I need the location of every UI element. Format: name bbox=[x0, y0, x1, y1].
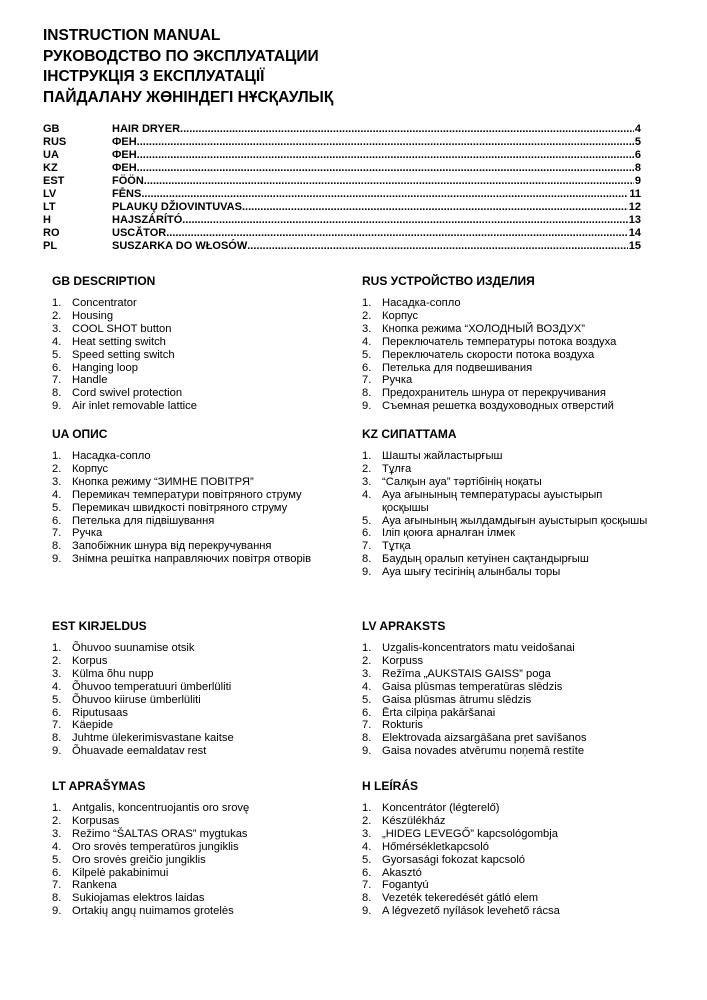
toc-row bbox=[43, 214, 641, 227]
section-lt-description bbox=[52, 779, 342, 918]
item-number: 5. bbox=[52, 693, 62, 706]
item-text: Rokturis bbox=[382, 719, 424, 732]
list-item bbox=[52, 323, 342, 336]
item-text: Külma õhu nupp bbox=[72, 667, 154, 680]
item-text: Gyorsasági fokozat kapcsoló bbox=[382, 853, 526, 866]
item-number: 4. bbox=[362, 840, 372, 853]
item-text: Készülékház bbox=[382, 814, 446, 827]
item-text: Fogantyú bbox=[382, 879, 429, 892]
list-item bbox=[52, 297, 342, 310]
section-title: GB DESCRIPTION bbox=[52, 274, 156, 288]
list-item bbox=[52, 879, 342, 892]
item-number: 5. bbox=[52, 853, 62, 866]
list-item bbox=[52, 515, 342, 528]
item-number: 7. bbox=[362, 879, 372, 892]
item-number: 1. bbox=[52, 642, 62, 654]
item-number: 5. bbox=[362, 853, 372, 866]
section-lv-description bbox=[362, 619, 652, 758]
title-ua: ІНСТРУКЦІЯ З ЕКСПЛУАТАЦІЇ bbox=[43, 68, 265, 85]
item-number: 7. bbox=[52, 374, 62, 387]
toc-code: PL bbox=[43, 240, 58, 252]
item-number: 4. bbox=[362, 335, 372, 348]
parts-list bbox=[362, 802, 652, 918]
item-number: 5. bbox=[52, 348, 62, 361]
item-text: Ручка bbox=[382, 374, 413, 387]
item-number: 2. bbox=[362, 309, 372, 322]
parts-list bbox=[52, 450, 342, 566]
toc-title: HAJSZÁRÍTÓ bbox=[112, 214, 183, 226]
toc-page: 11 bbox=[629, 188, 641, 200]
list-item bbox=[362, 694, 652, 707]
list-item bbox=[362, 297, 652, 310]
item-text: Тұтқа bbox=[382, 540, 411, 553]
item-number: 3. bbox=[362, 322, 372, 335]
list-item bbox=[362, 463, 652, 476]
item-number: 4. bbox=[362, 488, 372, 501]
list-item bbox=[362, 802, 652, 815]
manual-titles bbox=[43, 26, 333, 108]
toc-page: 5 bbox=[634, 136, 641, 148]
toc-page: 8 bbox=[634, 162, 641, 174]
title-kz: ПАЙДАЛАНУ ЖӨНІНДЕГІ НҰСҚАУЛЫҚ bbox=[43, 88, 334, 106]
item-number: 1. bbox=[52, 802, 62, 814]
section-title: RUS УСТРОЙСТВО ИЗДЕЛИЯ bbox=[362, 274, 535, 288]
toc-title: SUSZARKA DO WŁOSÓW bbox=[112, 240, 248, 252]
list-item bbox=[362, 527, 652, 540]
list-item bbox=[362, 815, 652, 828]
item-number: 5. bbox=[52, 501, 62, 514]
toc-code: LV bbox=[43, 188, 57, 200]
item-text: Ērta cilpiņa pakāršanai bbox=[382, 706, 496, 719]
list-item bbox=[362, 642, 652, 655]
list-item bbox=[52, 349, 342, 362]
item-number: 2. bbox=[52, 654, 62, 667]
toc-code: H bbox=[43, 214, 51, 226]
list-item bbox=[362, 655, 652, 668]
list-item bbox=[52, 400, 342, 413]
section-title: KZ СИПАТТАМА bbox=[362, 427, 457, 441]
list-item bbox=[362, 566, 652, 579]
item-text: Akasztó bbox=[382, 866, 422, 879]
item-text: Õhuvoo kiiruse ümberlüliti bbox=[72, 693, 201, 706]
list-item bbox=[52, 655, 342, 668]
section-kz-description bbox=[362, 427, 652, 579]
item-number: 6. bbox=[362, 361, 372, 374]
list-item bbox=[52, 476, 342, 489]
item-text: Ortakių angų nuimamos grotelės bbox=[72, 905, 234, 918]
item-number: 8. bbox=[52, 732, 62, 745]
item-number: 6. bbox=[52, 706, 62, 719]
item-number: 6. bbox=[362, 706, 372, 719]
item-number: 7. bbox=[362, 719, 372, 732]
item-text: Hanging loop bbox=[72, 361, 138, 374]
item-text: Gaisa plūsmas temperatūras slēdzis bbox=[382, 680, 563, 693]
item-number: 4. bbox=[52, 680, 62, 693]
list-item bbox=[52, 310, 342, 323]
item-number: 2. bbox=[52, 814, 62, 827]
list-item bbox=[362, 323, 652, 336]
toc-code: UA bbox=[43, 149, 59, 161]
list-item bbox=[362, 515, 652, 528]
item-number: 7. bbox=[362, 374, 372, 387]
item-number: 1. bbox=[362, 450, 372, 462]
item-text: „HIDEG LEVEGŐ” kapcsológombja bbox=[382, 827, 558, 840]
list-item bbox=[362, 310, 652, 323]
item-number: 7. bbox=[362, 540, 372, 553]
item-number: 7. bbox=[52, 527, 62, 540]
toc-dot-leader bbox=[137, 162, 634, 175]
list-item bbox=[362, 681, 652, 694]
item-text: Баудың оралып кетуінен сақтандырғыш bbox=[382, 553, 589, 566]
toc-dot-leader bbox=[180, 123, 634, 136]
toc-page: 15 bbox=[628, 240, 641, 252]
list-item bbox=[362, 854, 652, 867]
item-text: Ауа ағынының жылдамдығын ауыстырып қосқышы bbox=[382, 514, 648, 527]
toc-row bbox=[43, 227, 641, 240]
list-item bbox=[52, 732, 342, 745]
list-item bbox=[52, 387, 342, 400]
item-text: Kilpelė pakabinimui bbox=[72, 866, 169, 879]
item-text: Насадка-сопло bbox=[72, 450, 151, 462]
list-item bbox=[52, 719, 342, 732]
list-item bbox=[362, 719, 652, 732]
toc-dot-leader bbox=[141, 188, 628, 201]
list-item bbox=[52, 681, 342, 694]
list-item bbox=[52, 892, 342, 905]
item-text: Õhuvoo suunamise otsik bbox=[72, 642, 195, 654]
item-number: 3. bbox=[362, 667, 372, 680]
item-text: Тұлға bbox=[382, 462, 412, 475]
list-item bbox=[362, 374, 652, 387]
toc-title: HAIR DRYER bbox=[112, 123, 181, 135]
item-text: Кнопка режиму “ЗИМНЕ ПОВІТРЯ” bbox=[72, 475, 254, 488]
parts-list bbox=[362, 642, 652, 758]
list-item bbox=[362, 400, 652, 413]
item-text: Õhuvoo temperatuuri ümberlüliti bbox=[72, 680, 232, 693]
toc-title: FÖÖN bbox=[112, 175, 144, 187]
list-item bbox=[52, 463, 342, 476]
toc-title: ФЕН bbox=[112, 162, 137, 174]
list-item bbox=[52, 905, 342, 918]
item-number: 3. bbox=[52, 827, 62, 840]
toc-page: 13 bbox=[628, 214, 641, 226]
parts-list bbox=[52, 297, 342, 413]
item-text: Ручка bbox=[72, 527, 103, 540]
item-text: COOL SHOT button bbox=[72, 322, 172, 335]
parts-list bbox=[52, 642, 342, 758]
toc-page: 14 bbox=[628, 227, 641, 239]
item-text: Režimo “ŠALTAS ORAS” mygtukas bbox=[72, 827, 248, 840]
toc-dot-leader bbox=[137, 149, 634, 162]
item-text: Režīma „AUKSTAIS GAISS” poga bbox=[382, 667, 551, 680]
list-item bbox=[362, 336, 652, 349]
list-item bbox=[362, 362, 652, 375]
toc-dot-leader bbox=[144, 175, 634, 188]
item-number: 4. bbox=[52, 488, 62, 501]
toc-code: RO bbox=[43, 227, 60, 239]
item-text: Handle bbox=[72, 374, 108, 387]
item-text: Korpusas bbox=[72, 814, 120, 827]
item-text: Antgalis, koncentruojantis oro srovę bbox=[72, 802, 250, 814]
item-number: 9. bbox=[362, 566, 372, 579]
item-text: Корпус bbox=[72, 462, 109, 475]
item-text: Перемикач швидкості повітряного струму bbox=[72, 501, 288, 514]
list-item bbox=[362, 450, 652, 463]
parts-list bbox=[362, 450, 652, 579]
item-number: 1. bbox=[362, 297, 372, 309]
item-text: Cord swivel protection bbox=[72, 387, 183, 400]
item-number: 8. bbox=[52, 387, 62, 400]
item-text: Rankena bbox=[72, 879, 117, 892]
item-text: Шашты жайластырғыш bbox=[382, 450, 503, 462]
section-title: UA ОПИС bbox=[52, 427, 108, 441]
item-number: 6. bbox=[52, 866, 62, 879]
list-item bbox=[362, 489, 652, 515]
item-text: Ауа ағынының температурасы ауыстырып қосқышы bbox=[382, 488, 603, 514]
item-text: Koncentrátor (légterelő) bbox=[382, 802, 500, 814]
toc-page: 9 bbox=[634, 175, 641, 187]
toc-code: EST bbox=[43, 175, 65, 187]
title-en: INSTRUCTION MANUAL bbox=[43, 27, 221, 44]
list-item bbox=[362, 841, 652, 854]
toc-row bbox=[43, 149, 641, 162]
list-item bbox=[362, 745, 652, 758]
toc-row bbox=[43, 201, 641, 214]
list-item bbox=[52, 540, 342, 553]
item-text: Іліп қоюға арналған ілмек bbox=[382, 527, 515, 540]
item-number: 1. bbox=[52, 450, 62, 462]
list-item bbox=[52, 642, 342, 655]
list-item bbox=[362, 828, 652, 841]
section-gb-description bbox=[52, 274, 342, 413]
item-text: Korpus bbox=[72, 654, 108, 667]
item-number: 4. bbox=[52, 335, 62, 348]
toc-code: GB bbox=[43, 123, 60, 135]
item-text: Concentrator bbox=[72, 297, 137, 309]
list-item bbox=[362, 732, 652, 745]
item-text: Sukiojamas elektros laidas bbox=[72, 892, 205, 905]
list-item bbox=[362, 349, 652, 362]
item-number: 5. bbox=[362, 348, 372, 361]
item-number: 7. bbox=[52, 879, 62, 892]
list-item bbox=[362, 476, 652, 489]
item-text: Heat setting switch bbox=[72, 335, 166, 348]
item-number: 9. bbox=[52, 905, 62, 918]
toc-title: USCĂTOR bbox=[112, 227, 167, 239]
item-text: Запобіжник шнура від перекручування bbox=[72, 540, 272, 553]
item-text: Насадка-сопло bbox=[382, 297, 461, 309]
toc-code: KZ bbox=[43, 162, 58, 174]
list-item bbox=[362, 892, 652, 905]
item-text: Предохранитель шнура от перекручивания bbox=[382, 387, 606, 400]
item-number: 3. bbox=[52, 322, 62, 335]
list-item bbox=[362, 540, 652, 553]
item-text: “Салқын ауа” тәртібінің ноқаты bbox=[382, 475, 542, 488]
item-number: 8. bbox=[362, 387, 372, 400]
toc-dot-leader bbox=[166, 227, 628, 240]
item-number: 8. bbox=[362, 892, 372, 905]
item-number: 7. bbox=[52, 719, 62, 732]
section-rus-description bbox=[362, 274, 652, 413]
list-item bbox=[52, 336, 342, 349]
toc-title: ФЕН bbox=[112, 136, 137, 148]
item-number: 9. bbox=[362, 400, 372, 413]
item-text: Housing bbox=[72, 309, 114, 322]
toc-page: 6 bbox=[634, 149, 641, 161]
item-number: 9. bbox=[362, 905, 372, 918]
item-text: Käepide bbox=[72, 719, 114, 732]
list-item bbox=[362, 905, 652, 918]
toc-row bbox=[43, 162, 641, 175]
toc-dot-leader bbox=[182, 214, 627, 227]
item-number: 4. bbox=[52, 840, 62, 853]
item-text: Gaisa novades atvērumu noņemā restīte bbox=[382, 745, 585, 758]
list-item bbox=[52, 668, 342, 681]
list-item bbox=[362, 668, 652, 681]
item-text: Кнопка режима “ХОЛОДНЫЙ ВОЗДУХ” bbox=[382, 322, 585, 335]
toc-row bbox=[43, 123, 641, 136]
toc-title: ФЕН bbox=[112, 149, 137, 161]
item-number: 1. bbox=[362, 802, 372, 814]
item-number: 2. bbox=[362, 814, 372, 827]
item-number: 6. bbox=[362, 527, 372, 540]
item-text: Съемная решетка воздуховодных отверстий bbox=[382, 400, 614, 413]
toc-dot-leader bbox=[247, 240, 628, 253]
item-text: Oro srovės temperatūros jungiklis bbox=[72, 840, 239, 853]
item-number: 9. bbox=[52, 400, 62, 413]
list-item bbox=[362, 867, 652, 880]
parts-list bbox=[52, 802, 342, 918]
list-item bbox=[52, 489, 342, 502]
toc-dot-leader bbox=[137, 136, 634, 149]
item-text: Hőmérsékletkapcsoló bbox=[382, 840, 489, 853]
item-number: 9. bbox=[52, 745, 62, 758]
item-text: Корпус bbox=[382, 309, 419, 322]
list-item bbox=[52, 802, 342, 815]
item-number: 4. bbox=[362, 680, 372, 693]
list-item bbox=[362, 707, 652, 720]
list-item bbox=[52, 867, 342, 880]
item-text: Gaisa plūsmas ātrumu slēdzis bbox=[382, 693, 532, 706]
item-number: 2. bbox=[52, 462, 62, 475]
toc-page: 4 bbox=[634, 123, 641, 135]
item-number: 5. bbox=[362, 693, 372, 706]
list-item bbox=[362, 553, 652, 566]
item-text: Переключатель температуры потока воздуха bbox=[382, 335, 617, 348]
item-text: Uzgalis-koncentrators matu veidošanai bbox=[382, 642, 575, 654]
list-item bbox=[52, 694, 342, 707]
list-item bbox=[362, 879, 652, 892]
item-number: 6. bbox=[362, 866, 372, 879]
item-text: Juhtme ülekerimisvastane kaitse bbox=[72, 732, 234, 745]
toc-row bbox=[43, 136, 641, 149]
item-text: Korpuss bbox=[382, 654, 424, 667]
section-title: LV APRAKSTS bbox=[362, 619, 446, 633]
toc-row bbox=[43, 175, 641, 188]
item-number: 6. bbox=[52, 361, 62, 374]
section-title: H LEÍRÁS bbox=[362, 779, 419, 793]
section-title: EST KIRJELDUS bbox=[52, 619, 147, 633]
table-of-contents bbox=[43, 123, 641, 253]
item-text: Петелька для підвішування bbox=[72, 514, 215, 527]
list-item bbox=[52, 553, 342, 566]
list-item bbox=[52, 854, 342, 867]
toc-dot-leader bbox=[242, 201, 628, 214]
item-number: 2. bbox=[362, 462, 372, 475]
item-number: 6. bbox=[52, 514, 62, 527]
list-item bbox=[52, 707, 342, 720]
list-item bbox=[52, 362, 342, 375]
item-number: 9. bbox=[362, 745, 372, 758]
item-number: 3. bbox=[362, 475, 372, 488]
section-ua-description bbox=[52, 427, 342, 566]
item-text: A légvezető nyílások levehető rácsa bbox=[382, 905, 560, 918]
item-number: 3. bbox=[52, 475, 62, 488]
item-text: Vezeték tekeredését gátló elem bbox=[382, 892, 539, 905]
list-item bbox=[52, 745, 342, 758]
section-title: LT APRAŠYMAS bbox=[52, 779, 146, 793]
section-est-description bbox=[52, 619, 342, 758]
list-item bbox=[52, 502, 342, 515]
item-text: Петелька для подвешивания bbox=[382, 361, 533, 374]
parts-list bbox=[362, 297, 652, 413]
item-text: Air inlet removable lattice bbox=[72, 400, 197, 413]
item-text: Ауа шығу тесігінің алынбалы торы bbox=[382, 566, 561, 579]
list-item bbox=[52, 815, 342, 828]
toc-page: 12 bbox=[628, 201, 641, 213]
list-item bbox=[52, 374, 342, 387]
list-item bbox=[52, 828, 342, 841]
title-ru: РУКОВОДСТВО ПО ЭКСПЛУАТАЦИИ bbox=[43, 47, 319, 65]
item-number: 9. bbox=[52, 553, 62, 566]
toc-title: FĒNS bbox=[112, 188, 142, 200]
item-text: Oro srovės greičio jungiklis bbox=[72, 853, 206, 866]
item-number: 8. bbox=[52, 540, 62, 553]
item-number: 3. bbox=[52, 667, 62, 680]
toc-row bbox=[43, 188, 641, 201]
item-number: 1. bbox=[52, 297, 62, 309]
item-text: Знімна решітка направляючих повітря отворів bbox=[72, 553, 312, 566]
item-number: 5. bbox=[362, 514, 372, 527]
item-number: 8. bbox=[362, 553, 372, 566]
item-text: Riputusaas bbox=[72, 706, 128, 719]
item-number: 8. bbox=[52, 892, 62, 905]
toc-title: PLAUKŲ DŽIOVINTUVAS bbox=[112, 201, 242, 213]
item-number: 2. bbox=[52, 309, 62, 322]
list-item bbox=[52, 841, 342, 854]
item-number: 2. bbox=[362, 654, 372, 667]
item-number: 3. bbox=[362, 827, 372, 840]
toc-code: RUS bbox=[43, 136, 67, 148]
item-number: 1. bbox=[362, 642, 372, 654]
item-text: Переключатель скорости потока воздуха bbox=[382, 348, 595, 361]
item-text: Õhuavade eemaldatav rest bbox=[72, 745, 207, 758]
item-text: Перемикач температури повітряного струму bbox=[72, 488, 302, 501]
toc-code: LT bbox=[43, 201, 56, 213]
item-number: 8. bbox=[362, 732, 372, 745]
item-text: Elektrovada aizsargāšana pret savīšanos bbox=[382, 732, 587, 745]
section-h-description bbox=[362, 779, 652, 918]
list-item bbox=[52, 527, 342, 540]
item-text: Speed setting switch bbox=[72, 348, 175, 361]
list-item bbox=[362, 387, 652, 400]
list-item bbox=[52, 450, 342, 463]
toc-row bbox=[43, 240, 641, 253]
